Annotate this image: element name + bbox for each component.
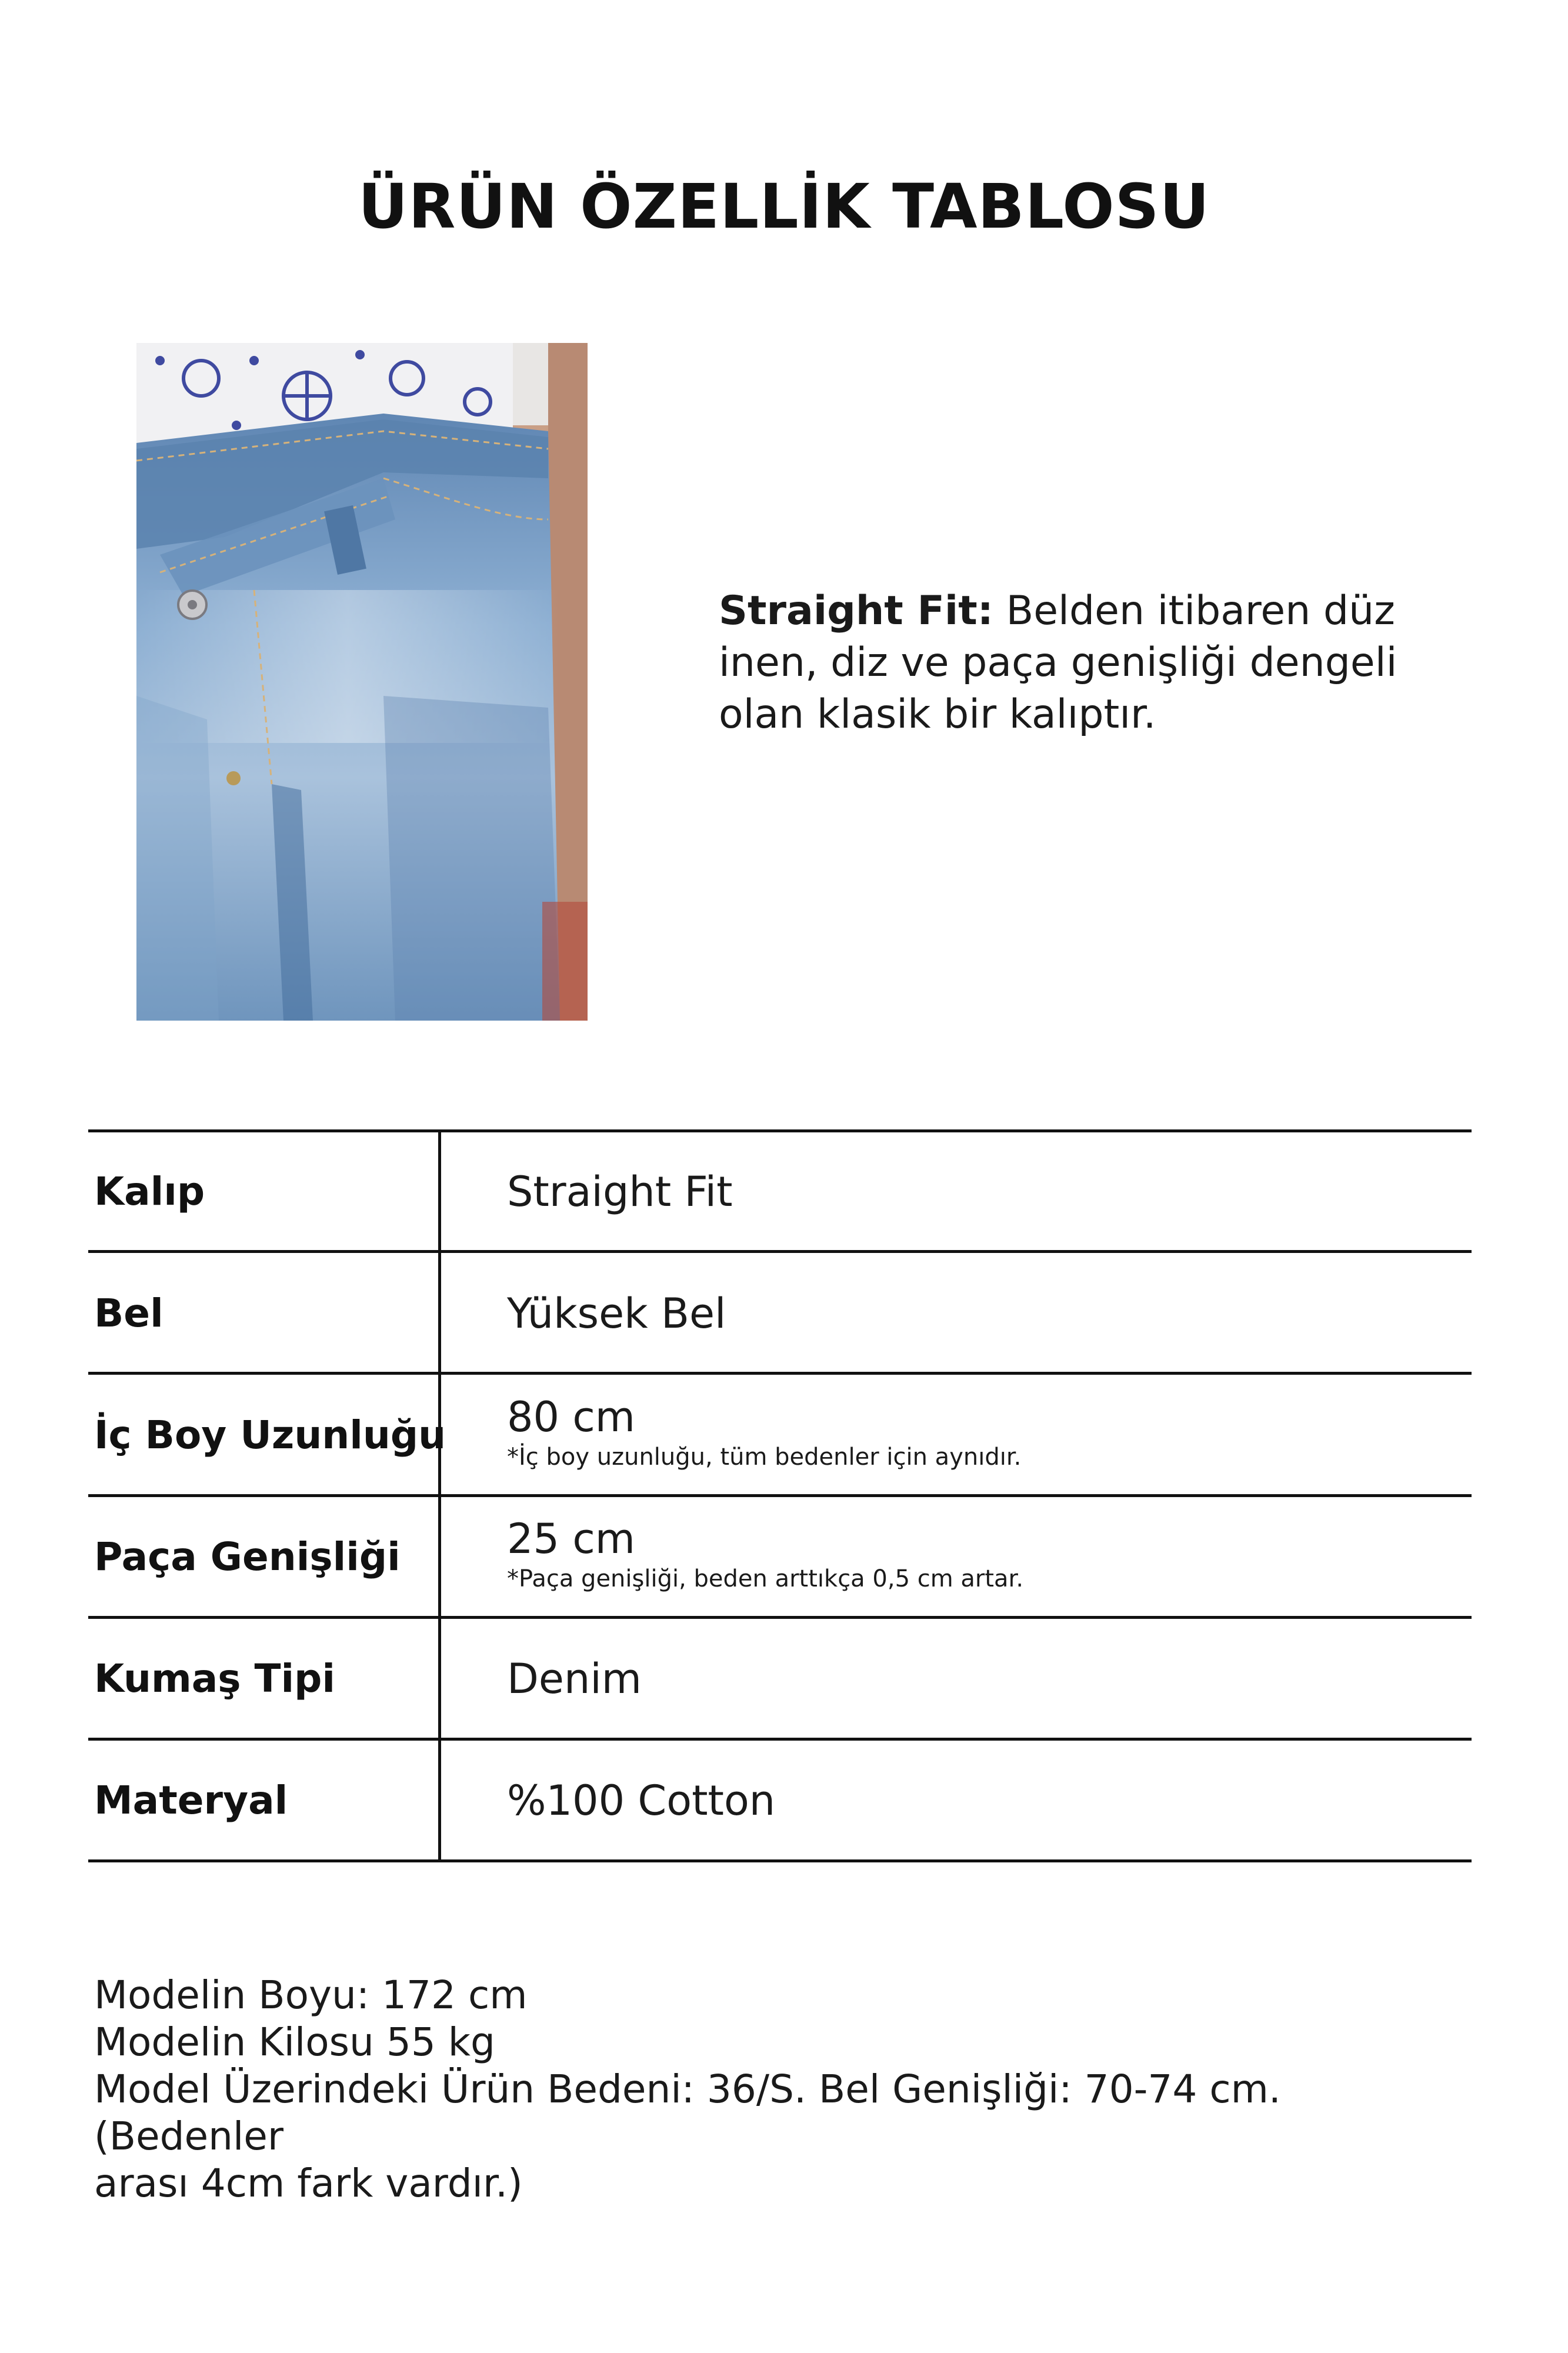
fit-description-label: Straight Fit: — [719, 588, 993, 634]
model-size: Model Üzerindeki Ürün Bedeni: 36/S. Bel Genişliği: 70-74 cm. (Bedenler — [94, 2067, 1281, 2159]
page-title: ÜRÜN ÖZELLİK TABLOSU — [358, 171, 1210, 242]
model-height: Modelin Boyu: 172 cm — [94, 1972, 528, 2018]
row-label: Bel — [94, 1291, 164, 1336]
table-row-kumas — [88, 1618, 1472, 1739]
row-value-cell — [507, 1131, 733, 1252]
model-info — [94, 1972, 1482, 2207]
row-label: Kumaş Tipi — [94, 1656, 336, 1701]
table-row-kalip — [88, 1131, 1472, 1252]
row-value: Yüksek Bel — [507, 1289, 726, 1338]
row-value: Straight Fit — [507, 1167, 733, 1216]
row-note: *Paça genişliği, beden arttıkça 0,5 cm artar. — [507, 1565, 1024, 1592]
table-row-ic-boy — [88, 1374, 1472, 1496]
row-value-cell — [507, 1252, 726, 1374]
row-value: 25 cm — [507, 1514, 635, 1563]
product-photo — [136, 343, 588, 1021]
jeans-illustration — [136, 343, 588, 1021]
spec-table — [88, 1129, 1472, 1862]
table-row-paca — [88, 1496, 1472, 1618]
table-row-materyal — [88, 1739, 1472, 1861]
row-label: Materyal — [94, 1778, 288, 1823]
row-value-cell — [507, 1496, 1023, 1618]
row-value-cell — [507, 1618, 642, 1739]
model-size-continued: arası 4cm fark vardır.) — [94, 2161, 523, 2206]
table-row-bel — [88, 1252, 1472, 1374]
fit-description-text: Belden itibaren düz inen, diz ve paça genişliği dengeli olan klasik bir kalıptır. — [719, 588, 1397, 738]
row-label: Kalıp — [94, 1169, 205, 1214]
row-note: *İç boy uzunluğu, tüm bedenler için aynıdır. — [507, 1443, 1022, 1471]
row-value: %100 Cotton — [507, 1776, 776, 1825]
row-value: Denim — [507, 1654, 642, 1703]
row-label: Paça Genişliği — [94, 1534, 401, 1579]
fit-description — [719, 585, 1483, 741]
row-value: 80 cm — [507, 1392, 635, 1441]
row-label: İç Boy Uzunluğu — [94, 1412, 446, 1458]
row-value-cell — [507, 1374, 1021, 1496]
model-weight: Modelin Kilosu 55 kg — [94, 2019, 495, 2065]
row-value-cell — [507, 1739, 775, 1861]
